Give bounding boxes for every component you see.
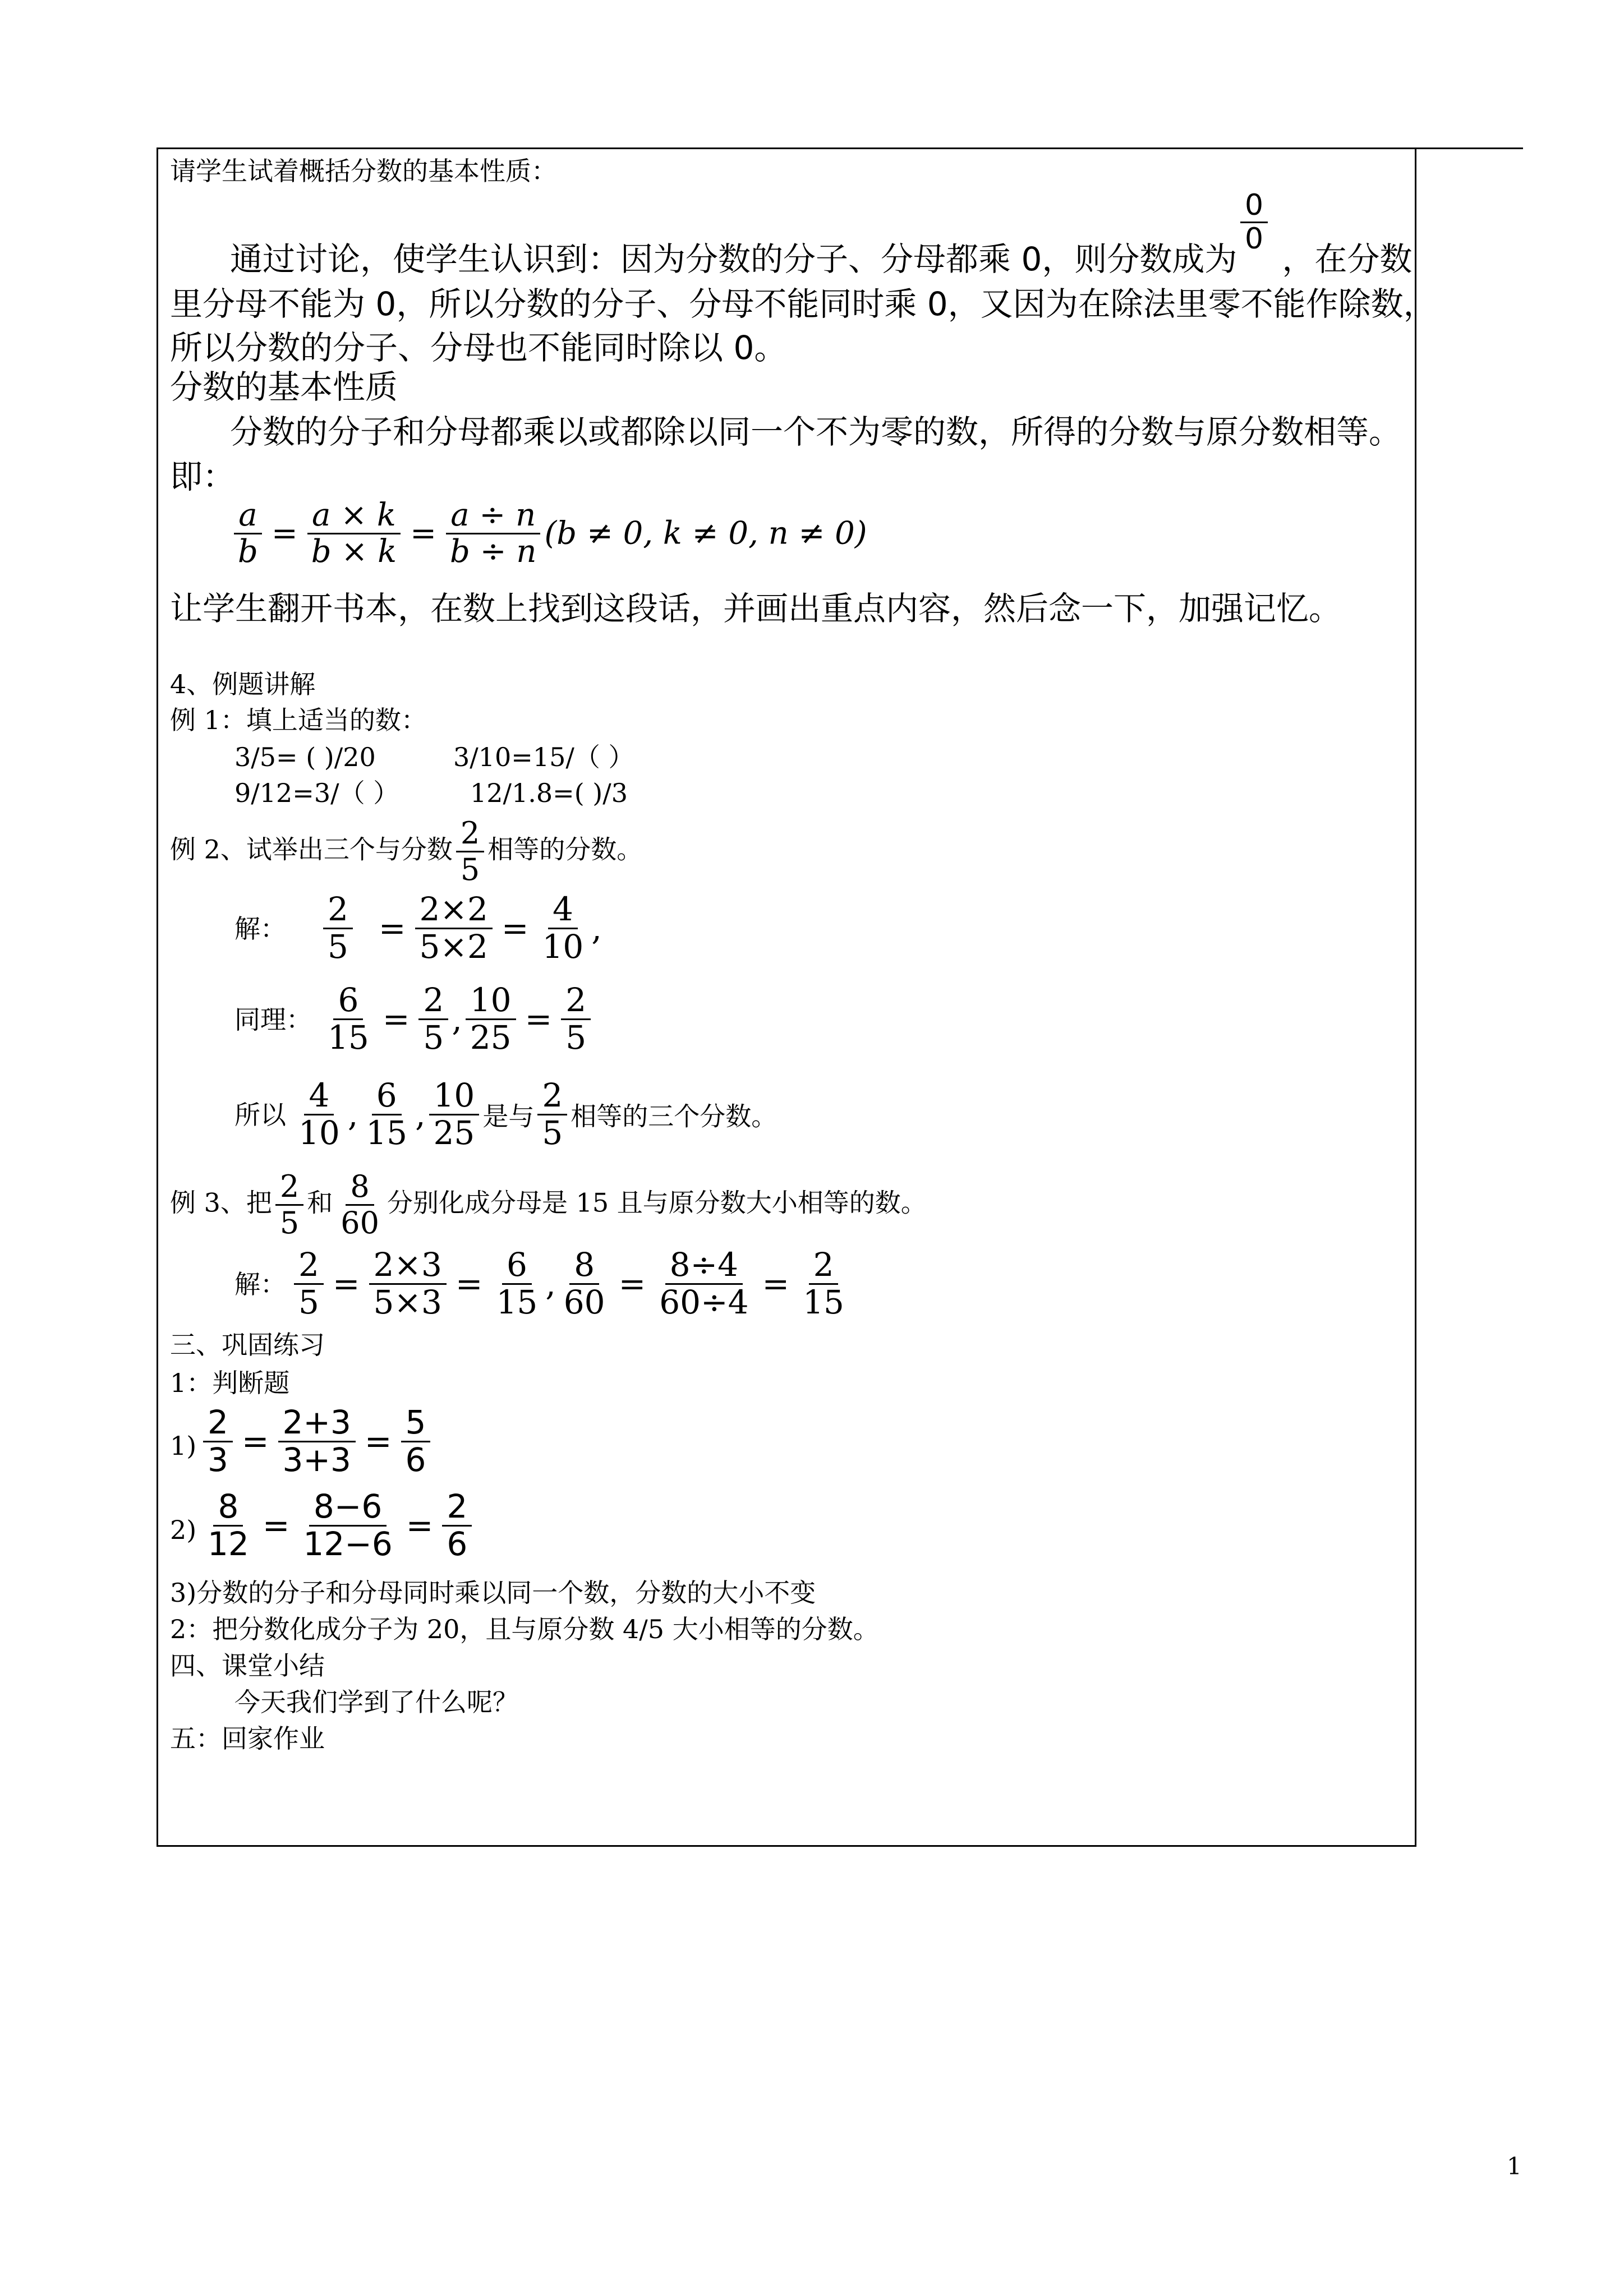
frac-numerator: 6	[502, 1247, 532, 1285]
frac-denominator: 5	[298, 1283, 319, 1321]
frac-numerator: 2	[537, 1078, 567, 1115]
frac-denominator: 15	[803, 1283, 844, 1321]
equals-sign: =	[501, 909, 529, 948]
frac-numerator: 2	[561, 983, 591, 1020]
frac-denominator: 15	[328, 1018, 369, 1057]
frac-numerator: a × k	[307, 498, 401, 534]
frac-numerator: 2	[275, 1169, 303, 1206]
frac-denominator: 3+3	[282, 1440, 351, 1479]
frac-numerator: 10	[466, 983, 516, 1020]
discussion-line-1	[230, 239, 1412, 279]
frac-numerator: 2	[809, 1247, 839, 1285]
summary-question: 今天我们学到了什么呢？	[234, 1687, 518, 1717]
homework-heading: 五：回家作业	[170, 1723, 325, 1754]
frac-denominator: 60÷4	[659, 1283, 749, 1321]
frac-numerator: 8	[569, 1247, 599, 1285]
frac-denominator: 5	[460, 852, 480, 888]
frac-denominator: b	[238, 533, 258, 570]
frac-denominator: 5	[542, 1113, 563, 1152]
equals-sign: =	[332, 1265, 360, 1303]
equals-sign: =	[271, 515, 298, 552]
comma: ,	[452, 1000, 462, 1039]
equals-sign: =	[241, 1422, 269, 1461]
equals-sign: =	[618, 1265, 646, 1303]
frac-denominator: 6	[405, 1440, 426, 1479]
example-2-solution-line-2	[320, 983, 594, 1056]
frac-denominator: 25	[470, 1018, 512, 1057]
property-heading: 分数的基本性质	[170, 368, 398, 406]
frac-denominator: 5×3	[373, 1283, 442, 1321]
frac-denominator: 5×2	[419, 927, 488, 966]
frac-denominator: 60	[341, 1205, 379, 1241]
example-2-tongli: 同理：	[234, 1004, 312, 1035]
ji-label: 即：	[170, 458, 236, 496]
frac-denominator: 10	[298, 1113, 340, 1152]
practice-heading: 三、巩固练习	[170, 1330, 325, 1360]
frac-numerator: a	[234, 498, 261, 534]
page-number: 1	[1507, 2152, 1522, 2180]
frac-denominator: b × k	[311, 533, 397, 570]
frac-numerator: 2	[418, 983, 448, 1020]
equals-sign: =	[262, 1506, 290, 1545]
frac-denominator: 5	[328, 927, 348, 966]
frac-denominator: 10	[542, 927, 584, 966]
frac-denominator: 15	[496, 1283, 538, 1321]
frac-denominator: 5	[565, 1018, 587, 1057]
practice-p1-label: 1)	[170, 1431, 197, 1461]
equals-sign: =	[406, 1506, 434, 1545]
shiyu-text: 是与	[482, 1101, 535, 1132]
frac-numerator: 2×3	[369, 1247, 447, 1285]
equals-sign: =	[762, 1265, 790, 1303]
frac-numerator: 6	[333, 983, 363, 1020]
example-2-text-b: 相等的分数。	[487, 834, 643, 865]
frac-numerator: 8	[213, 1489, 243, 1527]
practice-p3: 3)分数的分子和分母同时乘以同一个数，分数的大小不变	[170, 1578, 816, 1608]
frac-numerator: 4	[548, 892, 578, 929]
property-formula	[230, 498, 867, 569]
comma: ,	[591, 909, 602, 948]
equals-sign: =	[364, 1422, 392, 1461]
frac-numerator: 0	[1240, 190, 1268, 223]
equals-sign: =	[410, 515, 437, 552]
frac-numerator: 2+3	[278, 1405, 356, 1442]
summary-heading: 四、课堂小结	[170, 1650, 325, 1681]
discussion-text-a: 通过讨论，使学生认识到：因为分数的分子、分母都乘 0，则分数成为	[230, 240, 1237, 278]
example-3-solution	[291, 1247, 852, 1321]
discussion-line-3: 所以分数的分子、分母也不能同时除以 0。	[170, 329, 787, 367]
frac-denominator: 60	[563, 1283, 605, 1321]
he-text: 和	[307, 1187, 333, 1218]
frac-numerator: 2×2	[415, 892, 493, 929]
example-2-label	[170, 816, 642, 887]
frac-numerator: a ÷ n	[446, 498, 540, 534]
frac-denominator: 12−6	[303, 1524, 393, 1563]
frac-numerator: 6	[372, 1078, 402, 1115]
example-2-suoyi: 所以	[234, 1100, 286, 1130]
equals-sign: =	[525, 1000, 553, 1039]
comma: ,	[347, 1095, 358, 1134]
frac-denominator: 3	[208, 1440, 228, 1479]
example-1-item-b: 3/10=15/（ ）	[453, 742, 634, 772]
practice-p2-equation	[200, 1489, 475, 1562]
example-2-solution-line-1	[320, 892, 602, 965]
frac-numerator: 10	[429, 1078, 480, 1115]
practice-q1: 1：判断题	[170, 1368, 290, 1398]
comma: ,	[545, 1265, 556, 1303]
practice-p2-label: 2)	[170, 1515, 197, 1545]
frac-denominator: 5	[423, 1018, 444, 1057]
frac-denominator: 0	[1245, 222, 1264, 256]
frac-numerator: 8÷4	[665, 1247, 743, 1285]
frac-numerator: 2	[456, 816, 484, 852]
practice-p1-equation	[200, 1405, 434, 1478]
examples-heading: 4、例题讲解	[170, 669, 316, 699]
frac-denominator: 12	[208, 1524, 249, 1563]
frac-numerator: 5	[401, 1405, 431, 1442]
frac-denominator: b ÷ n	[450, 533, 537, 570]
frac-denominator: 5	[279, 1205, 300, 1241]
example-2-text-a: 例 2、试举出三个与分数	[170, 834, 453, 865]
frac-numerator: 8−6	[309, 1489, 387, 1527]
intro-prompt: 请学生试着概括分数的基本性质：	[170, 156, 557, 186]
example-3-text-a: 例 3、把	[170, 1187, 272, 1218]
example-3-text-b: 分别化成分母是 15 且与原分数大小相等的数。	[387, 1187, 927, 1218]
example-3-jie: 解：	[234, 1269, 286, 1299]
example-2-jie: 解：	[234, 914, 286, 944]
frac-numerator: 2	[323, 892, 353, 929]
equals-sign: =	[455, 1265, 483, 1303]
practice-q2: 2：把分数化成分子为 20，且与原分数 4/5 大小相等的分数。	[170, 1614, 879, 1644]
conclusion-text: 相等的三个分数。	[571, 1101, 778, 1132]
comma: ,	[415, 1095, 426, 1134]
frac-denominator: 6	[447, 1524, 468, 1563]
example-1-item-d: 12/1.8=( )/3	[470, 778, 628, 808]
frac-denominator: 25	[433, 1113, 475, 1152]
example-2-solution-line-3	[291, 1078, 777, 1151]
discussion-text-b: ，在分数	[1282, 240, 1413, 278]
example-1-item-a: 3/5= ( )/20	[234, 742, 376, 772]
frac-denominator: 15	[366, 1113, 408, 1152]
property-instruction: 让学生翻开书本，在数上找到这段话，并画出重点内容，然后念一下，加强记忆。	[170, 589, 1342, 628]
example-3-label	[170, 1169, 927, 1241]
discussion-line-2: 里分母不能为 0，所以分数的分子、分母不能同时乘 0，又因为在除法里零不能作除数，	[170, 285, 1436, 323]
frac-numerator: 2	[294, 1247, 324, 1285]
equals-sign: =	[382, 1000, 410, 1039]
formula-condition: (b ≠ 0, k ≠ 0, n ≠ 0)	[544, 515, 867, 552]
frac-numerator: 4	[304, 1078, 334, 1115]
frac-numerator: 8	[346, 1169, 374, 1206]
example-1-item-c: 9/12=3/（ ）	[234, 778, 399, 808]
example-1-label: 例 1：填上适当的数：	[170, 705, 427, 735]
frac-numerator: 2	[203, 1405, 233, 1442]
equals-sign: =	[378, 909, 406, 948]
frac-numerator: 2	[442, 1489, 472, 1527]
property-statement: 分数的分子和分母都乘以或都除以同一个不为零的数，所得的分数与原分数相等。	[230, 413, 1402, 451]
